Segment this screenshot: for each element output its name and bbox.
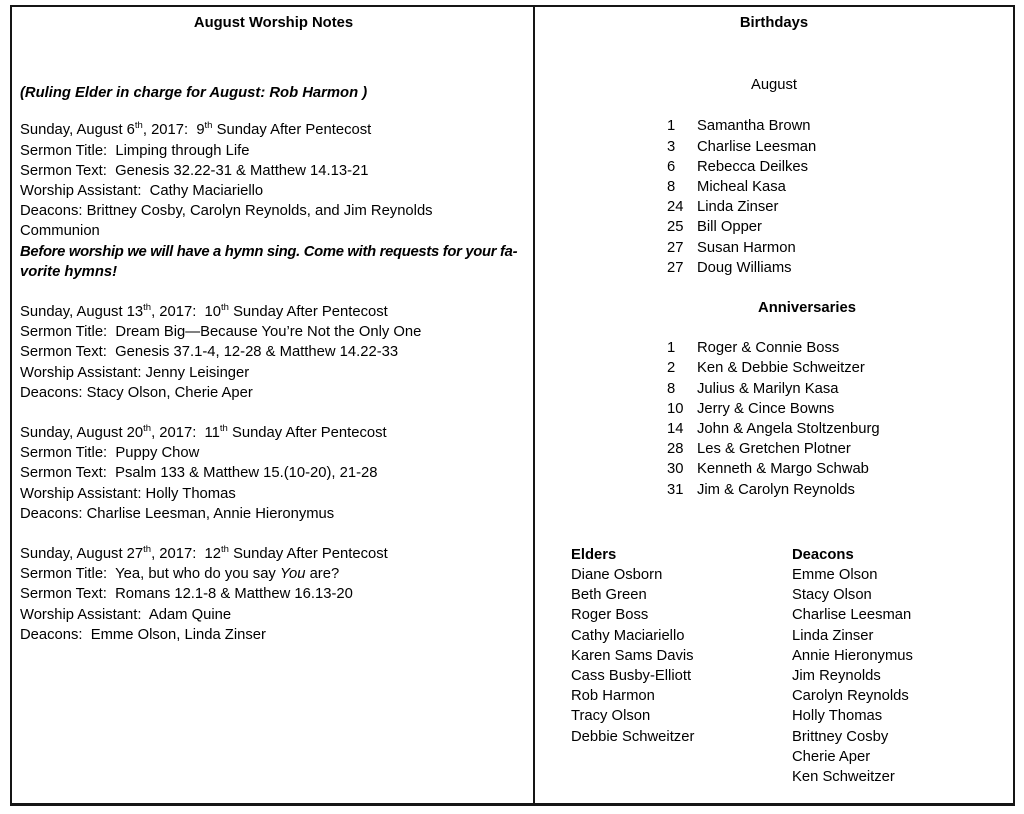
couple-name: Jerry & Cince Bowns — [697, 400, 835, 417]
ruling-elder-note: (Ruling Elder in charge for August: Rob Harmon ) — [20, 85, 368, 102]
worship-assistant-line: Worship Assistant: Holly Thomas — [20, 485, 236, 502]
sermon-title-line: Sermon Title: Puppy Chow — [20, 445, 200, 462]
anniversaries-list — [535, 338, 1013, 500]
day-number: 14 — [667, 421, 684, 438]
day-number: 24 — [667, 199, 684, 216]
sermon-title-line: Sermon Title: Dream Big—Because You’re Not the Only One — [20, 324, 422, 341]
month-heading: August — [750, 77, 798, 94]
sermon-title-line: Sermon Title: Limping through Life — [20, 142, 250, 159]
day-number: 31 — [667, 481, 684, 498]
person-name: Bill Opper — [697, 219, 762, 236]
couple-name: Ken & Debbie Schweitzer — [697, 360, 865, 377]
birthday-row — [535, 177, 1013, 197]
deacon-name: Annie Hieronymus — [792, 647, 913, 664]
birthday-row — [535, 157, 1013, 177]
anniversary-row — [535, 379, 1013, 399]
elder-name: Cass Busby-Elliott — [571, 668, 692, 685]
birthday-row — [535, 217, 1013, 237]
day-number: 3 — [667, 138, 676, 155]
birthdays-title: Birthdays — [739, 15, 809, 31]
elder-name: Tracy Olson — [571, 708, 651, 725]
deacon-name: Carolyn Reynolds — [792, 688, 909, 705]
sermon-text-line: Sermon Text: Romans 12.1-8 & Matthew 16.13-20 — [20, 586, 353, 603]
hymn-sing-note-line-1: Before worship we will have a hymn sing. Come with requests for your fa- — [20, 243, 518, 260]
couple-name: Kenneth & Margo Schwab — [697, 461, 869, 478]
day-number: 28 — [667, 441, 684, 458]
officers-section — [535, 545, 1013, 787]
service-block-august-13 — [20, 302, 527, 403]
service-block-august-6 — [20, 120, 527, 282]
worship-notes-section — [12, 7, 535, 803]
service-date-line: Sunday, August 13th, 2017: 10th Sunday After Pentecost — [20, 302, 388, 321]
person-name: Charlise Leesman — [697, 138, 817, 155]
elder-name: Rob Harmon — [571, 688, 655, 705]
deacons-line: Deacons: Stacy Olson, Cherie Aper — [20, 384, 253, 401]
day-number: 1 — [667, 340, 676, 357]
anniversary-row — [535, 439, 1013, 459]
deacon-name: Jim Reynolds — [792, 668, 881, 685]
sermon-title-line: Sermon Title: Yea, but who do you say You are? — [20, 566, 340, 583]
person-name: Samantha Brown — [697, 118, 811, 135]
person-name: Linda Zinser — [697, 199, 779, 216]
deacon-name: Stacy Olson — [792, 587, 872, 604]
birthday-row — [535, 137, 1013, 157]
service-date-line: Sunday, August 20th, 2017: 11th Sunday After Pentecost — [20, 423, 387, 442]
day-number: 2 — [667, 360, 676, 377]
service-date-line: Sunday, August 6th, 2017: 9th Sunday After Pentecost — [20, 120, 372, 139]
elder-name: Beth Green — [571, 587, 647, 604]
deacon-name: Charlise Leesman — [792, 607, 912, 624]
couple-name: Roger & Connie Boss — [697, 340, 840, 357]
communion-line: Communion — [20, 223, 100, 240]
elder-name: Diane Osborn — [571, 567, 663, 584]
elders-heading: Elders — [571, 546, 617, 563]
deacons-line: Deacons: Emme Olson, Linda Zinser — [20, 626, 266, 643]
day-number: 27 — [667, 259, 684, 276]
elder-name: Cathy Maciariello — [571, 627, 685, 644]
elder-name: Roger Boss — [571, 607, 649, 624]
anniversary-row — [535, 419, 1013, 439]
deacons-line: Deacons: Brittney Cosby, Carolyn Reynolds, and Jim Reynolds — [20, 203, 433, 220]
deacons-column — [792, 545, 1013, 787]
couple-name: Les & Gretchen Plotner — [697, 441, 851, 458]
service-block-august-20 — [20, 423, 527, 524]
anniversaries-heading: Anniversaries — [758, 300, 856, 317]
deacon-name: Cherie Aper — [792, 748, 871, 765]
worship-assistant-line: Worship Assistant: Cathy Maciariello — [20, 183, 264, 200]
deacons-line: Deacons: Charlise Leesman, Annie Hieronymus — [20, 505, 335, 522]
anniversary-row — [535, 358, 1013, 378]
day-number: 6 — [667, 158, 676, 175]
person-name: Micheal Kasa — [697, 179, 786, 196]
day-number: 8 — [667, 380, 676, 397]
birthday-row — [535, 197, 1013, 217]
day-number: 25 — [667, 219, 684, 236]
couple-name: Julius & Marilyn Kasa — [697, 380, 839, 397]
sermon-text-line: Sermon Text: Genesis 37.1-4, 12-28 & Matthew 14.22-33 — [20, 344, 399, 361]
couple-name: Jim & Carolyn Reynolds — [697, 481, 855, 498]
anniversary-row — [535, 338, 1013, 358]
day-number: 8 — [667, 179, 676, 196]
worship-notes-title: August Worship Notes — [193, 15, 354, 31]
day-number: 30 — [667, 461, 684, 478]
elder-name: Karen Sams Davis — [571, 647, 694, 664]
elders-column — [571, 545, 792, 787]
worship-assistant-line: Worship Assistant: Jenny Leisinger — [20, 364, 250, 381]
service-block-august-27 — [20, 544, 527, 645]
hymn-sing-note-line-2: vorite hymns! — [20, 263, 118, 280]
sermon-text-line: Sermon Text: Genesis 32.22-31 & Matthew 14.13-21 — [20, 162, 369, 179]
elder-name: Debbie Schweitzer — [571, 728, 695, 745]
anniversary-row — [535, 459, 1013, 479]
deacon-name: Holly Thomas — [792, 708, 883, 725]
day-number: 10 — [667, 400, 684, 417]
bulletin-sheet — [10, 5, 1015, 806]
deacon-name: Brittney Cosby — [792, 728, 889, 745]
birthday-row — [535, 116, 1013, 136]
day-number: 1 — [667, 118, 676, 135]
birthdays-list — [535, 116, 1013, 278]
person-name: Doug Williams — [697, 259, 792, 276]
deacon-name: Linda Zinser — [792, 627, 874, 644]
deacon-name: Ken Schweitzer — [792, 769, 895, 786]
worship-assistant-line: Worship Assistant: Adam Quine — [20, 606, 232, 623]
day-number: 27 — [667, 239, 684, 256]
sermon-text-line: Sermon Text: Psalm 133 & Matthew 15.(10-20), 21-28 — [20, 465, 378, 482]
birthday-row — [535, 238, 1013, 258]
deacon-name: Emme Olson — [792, 567, 878, 584]
person-name: Rebecca Deilkes — [697, 158, 809, 175]
birthdays-section — [535, 7, 1013, 803]
anniversary-row — [535, 399, 1013, 419]
person-name: Susan Harmon — [697, 239, 796, 256]
anniversary-row — [535, 480, 1013, 500]
deacons-heading: Deacons — [792, 546, 854, 563]
service-date-line: Sunday, August 27th, 2017: 12th Sunday After Pentecost — [20, 544, 388, 563]
birthday-row — [535, 258, 1013, 278]
couple-name: John & Angela Stoltzenburg — [697, 421, 880, 438]
